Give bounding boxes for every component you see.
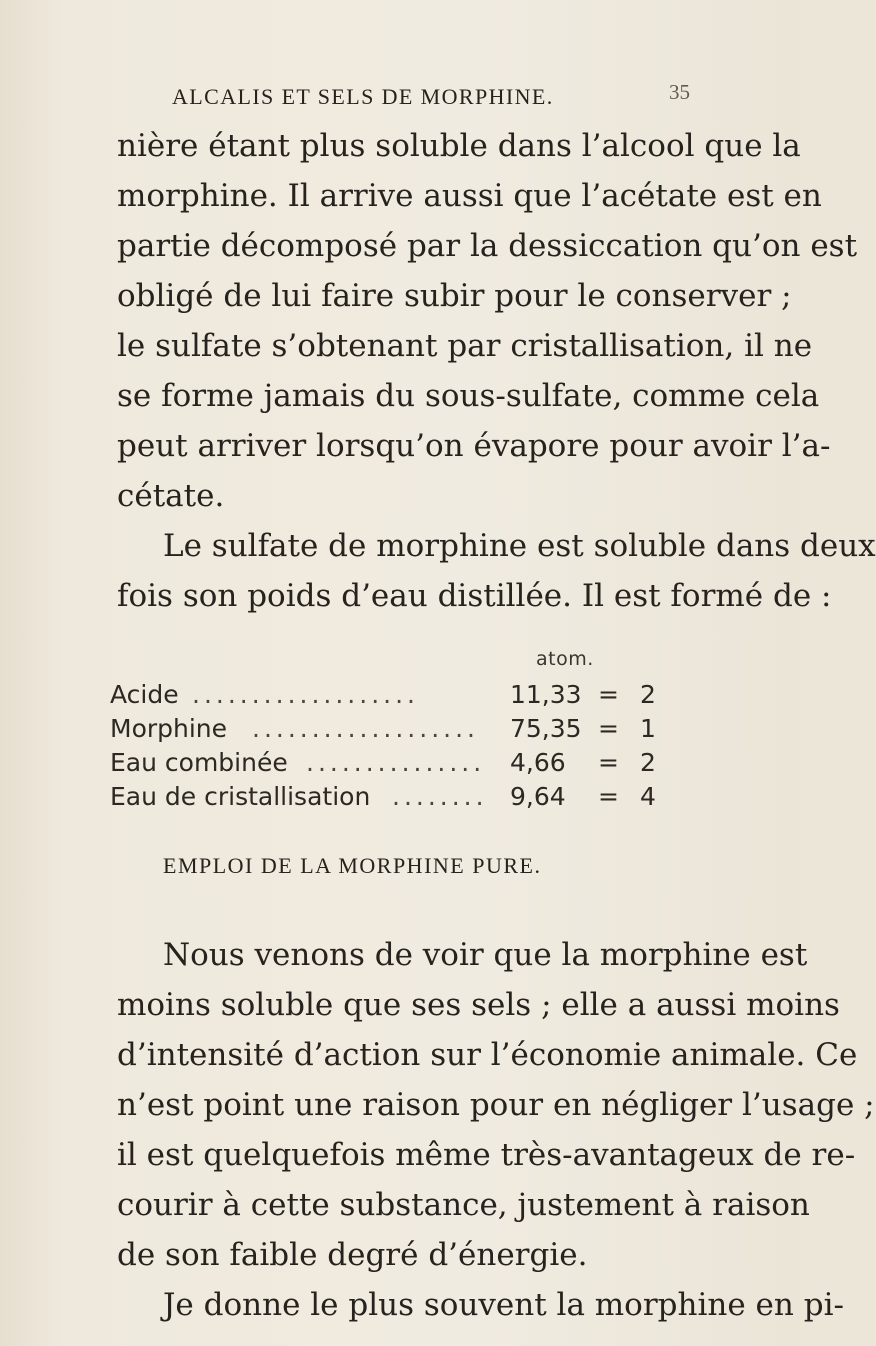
table-row [110,714,710,748]
table-row [110,782,710,816]
text-line: peut arriver lorsqu’on évapore pour avoir l’a- [117,428,831,464]
text-line: partie décomposé par la dessiccation qu’on est [117,228,858,264]
text-line: Je donne le plus souvent la morphine en pi- [163,1287,844,1323]
text-line: cétate. [117,478,225,514]
row-value: 4,66 [510,748,566,777]
text-line: Nous venons de voir que la morphine est [163,937,808,973]
table-header-atom: atom. [536,648,594,670]
running-head: ALCALIS ET SELS DE MORPHINE. [172,84,554,109]
text-line: courir à cette substance, justement à raison [117,1187,810,1223]
text-line: se forme jamais du sous-sulfate, comme cela [117,378,820,414]
row-value: 9,64 [510,782,566,811]
equals-sign: = [598,782,619,811]
table-row [110,680,710,714]
text-line: le sulfate s’obtenant par cristallisation, il ne [117,328,813,364]
row-value: 11,33 [510,680,582,709]
equals-sign: = [598,714,619,743]
dot-leader: ................... [252,714,479,743]
text-line: d’intensité d’action sur l’économie animale. Ce [117,1037,858,1073]
dot-leader: ........ [392,782,488,811]
atom-count: 2 [640,680,656,709]
row-name: Acide [110,680,179,709]
row-name: Eau combinée [110,748,288,777]
atom-count: 1 [640,714,656,743]
text-line: obligé de lui faire subir pour le conserver ; [117,278,792,314]
text-line: Le sulfate de morphine est soluble dans deux [163,528,876,564]
text-line: de son faible degré d’énergie. [117,1237,588,1273]
text-line: moins soluble que ses sels ; elle a aussi moins [117,987,840,1023]
row-value: 75,35 [510,714,582,743]
atom-count: 4 [640,782,656,811]
row-name: Eau de cristallisation [110,782,371,811]
text-line: fois son poids d’eau distillée. Il est formé de : [117,578,832,614]
text-line: il est quelquefois même très-avantageux de re- [117,1137,856,1173]
row-name: Morphine [110,714,228,743]
equals-sign: = [598,680,619,709]
section-heading: EMPLOI DE LA MORPHINE PURE. [163,853,542,878]
equals-sign: = [598,748,619,777]
dot-leader: ................... [192,680,419,709]
table-row [110,748,710,782]
atom-count: 2 [640,748,656,777]
page-number: 35 [669,80,690,104]
dot-leader: ............... [306,748,486,777]
text-line: nière étant plus soluble dans l’alcool que la [117,128,801,164]
text-line: morphine. Il arrive aussi que l’acétate est en [117,178,822,214]
text-line: n’est point une raison pour en négliger l’usage ; [117,1087,875,1123]
